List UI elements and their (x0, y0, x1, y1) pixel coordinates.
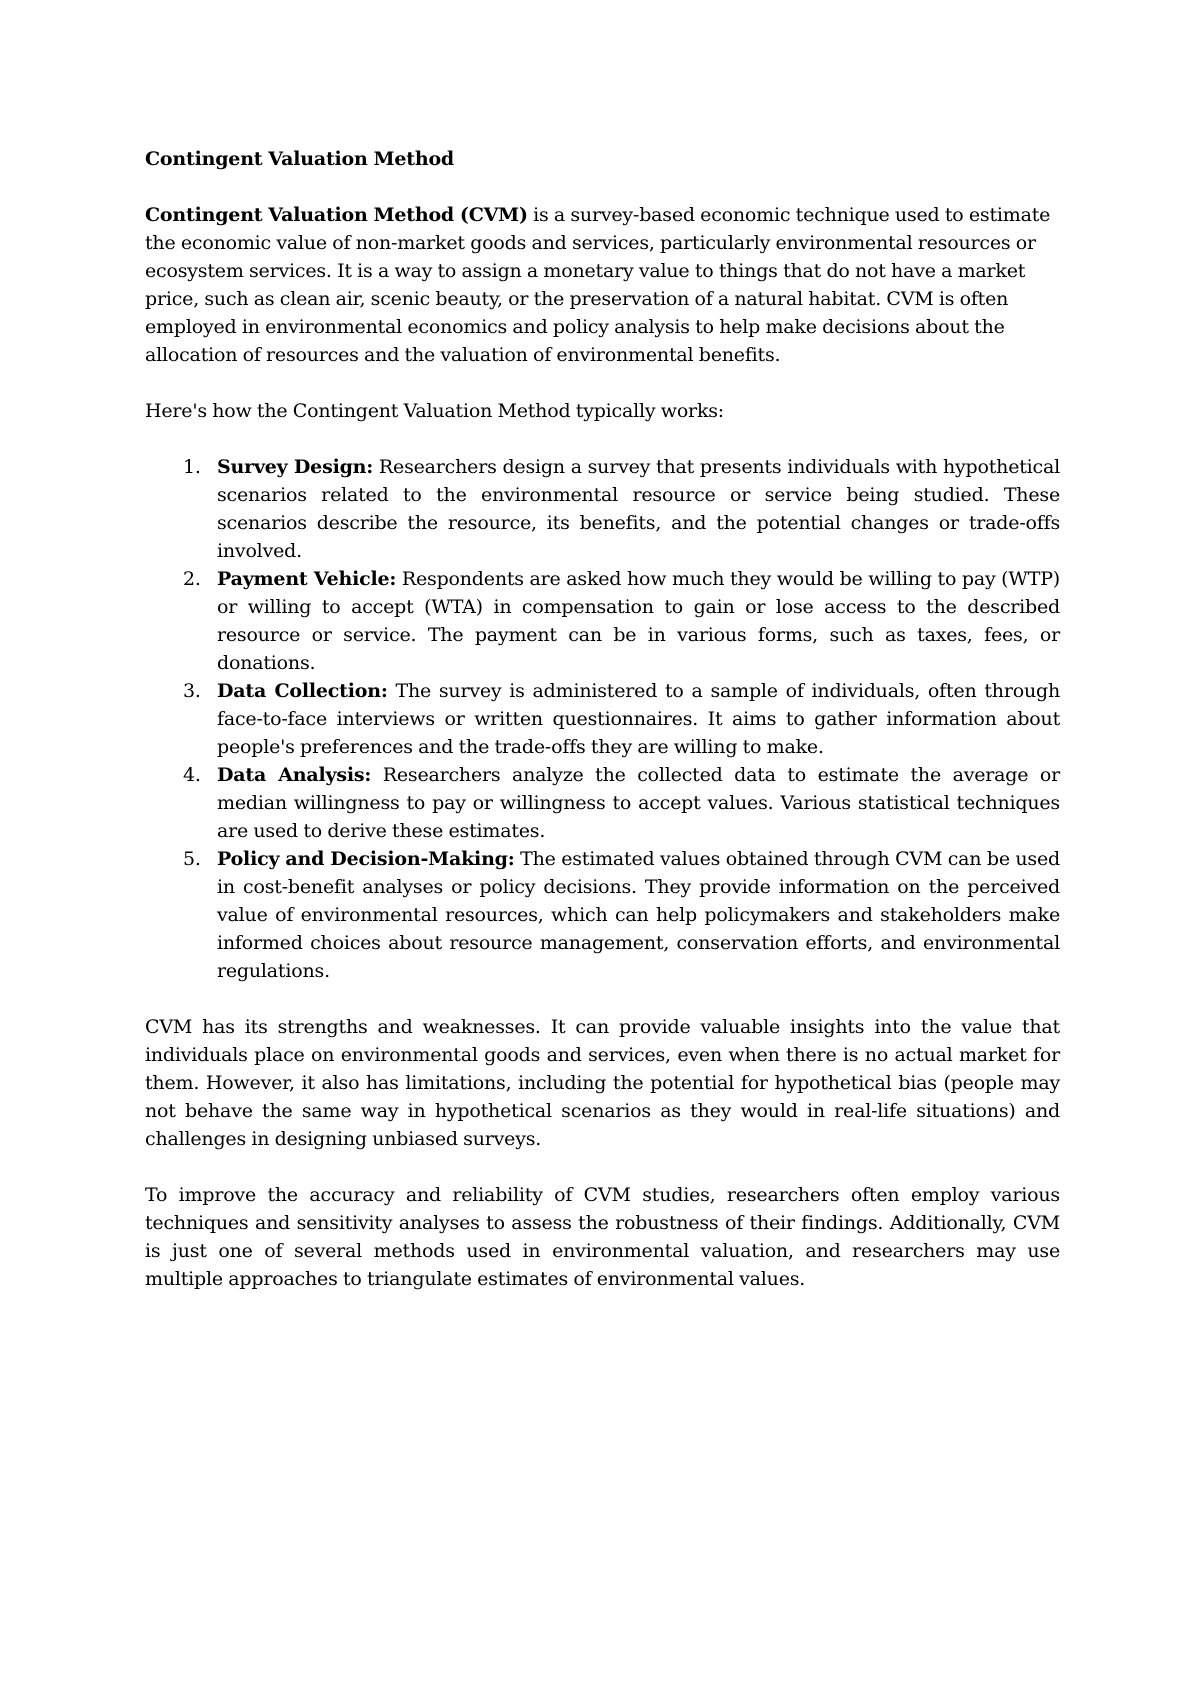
list-item (145, 761, 1060, 845)
list-item (145, 565, 1060, 677)
intro-paragraph (145, 201, 1060, 369)
list-item-number: 2. (183, 568, 201, 590)
document-body (145, 145, 1060, 1321)
list-item (145, 453, 1060, 565)
list-item-label: Payment Vehicle: (217, 568, 397, 590)
list-item-number: 3. (183, 680, 201, 702)
list-item-label: Data Analysis: (217, 764, 372, 786)
list-item-number: 1. (183, 456, 201, 478)
list-item-text: Respondents are asked how much they would be willing to pay (WTP) or willing to accept (WTA) in compensation to gain or lose access to the described resource or service. The payment can be in various forms, such as taxes, fees, or donations. (217, 568, 1060, 674)
list-item-number: 5. (183, 848, 201, 870)
list-item-label: Policy and Decision-Making: (217, 848, 515, 870)
intro-term: Contingent Valuation Method (CVM) (145, 204, 528, 226)
list-item (145, 845, 1060, 985)
intro-text: is a survey-based economic technique used to estimate the economic value of non-market goods and services, particularly environmental resources or ecosystem services. It is a way to assign a monetary value to things that do not have a market price, such as clean air, scenic beauty, or the preservation of a natural habitat. CVM is often employed in environmental economics and policy analysis to help make decisions about the allocation of resources and the valuation of environmental benefits. (145, 204, 1051, 366)
steps-list (145, 453, 1060, 985)
how-it-works-paragraph: Here's how the Contingent Valuation Method typically works: (145, 400, 725, 422)
list-item-text: Researchers analyze the collected data to estimate the average or median willingness to pay or willingness to accept values. Various statistical techniques are used to derive these estimates. (217, 764, 1060, 842)
list-item-text: The estimated values obtained through CVM can be used in cost-benefit analyses or policy decisions. They provide information on the perceived value of environmental resources, which can help policymakers and stakeholders make informed choices about resource management, conservation efforts, and environmental regulations. (217, 848, 1060, 982)
list-item-label: Data Collection: (217, 680, 388, 702)
list-item-text: Researchers design a survey that presents individuals with hypothetical scenarios related to the environmental resource or service being studied. These scenarios describe the resource, its benefits, and the potential changes or trade-offs involved. (217, 456, 1060, 562)
list-item-number: 4. (183, 764, 201, 786)
list-item-label: Survey Design: (217, 456, 374, 478)
document-title: Contingent Valuation Method (145, 148, 455, 170)
improve-paragraph: To improve the accuracy and reliability of CVM studies, researchers often employ various techniques and sensitivity analyses to assess the robustness of their findings. Additionally, CVM is just one of several methods used in environmental valuation, and researchers may use multiple approaches to triangulate estimates of environmental values. (145, 1184, 1060, 1290)
strengths-paragraph: CVM has its strengths and weaknesses. It can provide valuable insights into the value that individuals place on environmental goods and services, even when there is no actual market for them. However, it also has limitations, including the potential for hypothetical bias (people may not behave the same way in hypothetical scenarios as they would in real-life situations) and challenges in designing unbiased surveys. (145, 1016, 1060, 1150)
list-item (145, 677, 1060, 761)
list-item-text: The survey is administered to a sample of individuals, often through face-to-face interviews or written questionnaires. It aims to gather information about people's preferences and the trade-offs they are willing to make. (217, 680, 1060, 758)
